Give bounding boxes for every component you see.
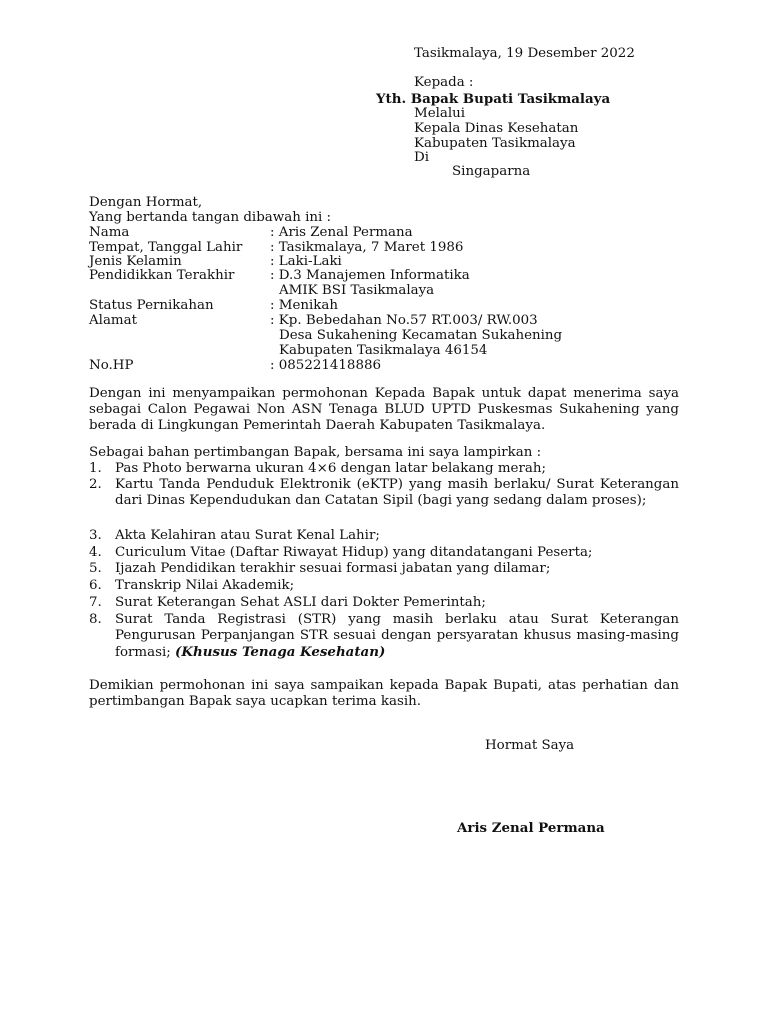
- place-date: Tasikmalaya, 19 Desember 2022: [414, 46, 635, 61]
- identity-value: : Laki-Laki: [270, 254, 342, 269]
- list-text: Surat Keterangan Sehat ASLI dari Dokter Pemerintah;: [115, 595, 486, 610]
- recipient: Yth. Bapak Bupati Tasikmalaya: [376, 91, 611, 107]
- list-number: 2.: [89, 477, 102, 492]
- identity-value: Kabupaten Tasikmalaya 46154: [279, 343, 488, 358]
- list-text: Ijazah Pendidikan terakhir sesuai formasi jabatan yang dilamar;: [115, 561, 551, 576]
- emphasis-note: (Khusus Tenaga Kesehatan): [175, 644, 386, 660]
- identity-label: Jenis Kelamin: [89, 254, 182, 269]
- melalui-label: Melalui: [414, 106, 466, 121]
- salutation: Dengan Hormat,: [89, 195, 203, 210]
- list-number: 3.: [89, 528, 102, 543]
- identity-label: Status Pernikahan: [89, 298, 214, 313]
- identity-label: No.HP: [89, 358, 134, 373]
- list-text: Curiculum Vitae (Daftar Riwayat Hidup) yang ditandatangani Peserta;: [115, 545, 593, 560]
- identity-value: : Aris Zenal Permana: [270, 225, 413, 240]
- identity-value: : Menikah: [270, 298, 339, 313]
- city: Singaparna: [452, 164, 531, 179]
- list-number: 6.: [89, 578, 102, 593]
- list-number: 8.: [89, 612, 102, 627]
- via-line-2: Kabupaten Tasikmalaya: [414, 136, 576, 151]
- identity-value: : Kp. Bebedahan No.57 RT.003/ RW.003: [270, 313, 538, 328]
- list-text: Pas Photo berwarna ukuran 4×6 dengan latar belakang merah;: [115, 461, 546, 476]
- list-number: 7.: [89, 595, 102, 610]
- kepada-label: Kepada :: [414, 75, 474, 90]
- identity-label: Nama: [89, 225, 130, 240]
- list-text: [115, 612, 679, 661]
- request-paragraph: Dengan ini menyampaikan permohonan Kepada Bapak untuk dapat menerima saya sebagai Calon Pegawai Non ASN Tenaga BLUD UPTD Puskesmas Sukahening yang berada di Lingkungan Pemerintah Daerah Kabupaten Tasikmalaya.: [89, 386, 679, 433]
- identity-value: AMIK BSI Tasikmalaya: [279, 283, 435, 298]
- di-label: Di: [414, 150, 430, 165]
- intro-line: Yang bertanda tangan dibawah ini :: [89, 210, 332, 225]
- via-line-1: Kepala Dinas Kesehatan: [414, 121, 579, 136]
- signer-name: Aris Zenal Permana: [457, 820, 605, 836]
- identity-value: Desa Sukahening Kecamatan Sukahening: [279, 328, 563, 343]
- identity-value: : 085221418886: [270, 358, 382, 373]
- regards: Hormat Saya: [485, 738, 575, 753]
- identity-label: Pendidikkan Terakhir: [89, 268, 235, 283]
- identity-value: : D.3 Manajemen Informatika: [270, 268, 470, 283]
- closing-paragraph: Demikian permohonan ini saya sampaikan kepada Bapak Bupati, atas perhatian dan pertimbangan Bapak saya ucapkan terima kasih.: [89, 678, 679, 709]
- list-text: Transkrip Nilai Akademik;: [115, 578, 295, 593]
- identity-label: Alamat: [89, 313, 137, 328]
- list-number: 4.: [89, 545, 102, 560]
- identity-value: : Tasikmalaya, 7 Maret 1986: [270, 240, 464, 255]
- list-number: 1.: [89, 461, 102, 476]
- list-text-main: Surat Tanda Registrasi (STR) yang masih berlaku atau Surat Keterangan Pengurusan Perpanjangan STR sesuai dengan persyaratan khusus masing-masing formasi;: [115, 612, 679, 660]
- identity-label: Tempat, Tanggal Lahir: [89, 240, 243, 255]
- attachments-intro: Sebagai bahan pertimbangan Bapak, bersama ini saya lampirkan :: [89, 445, 542, 460]
- list-text: Akta Kelahiran atau Surat Kenal Lahir;: [115, 528, 380, 543]
- list-text: Kartu Tanda Penduduk Elektronik (eKTP) yang masih berlaku/ Surat Keterangan dari Dinas Kependudukan dan Catatan Sipil (bagi yang sedang dalam proses);: [115, 477, 679, 508]
- list-number: 5.: [89, 561, 102, 576]
